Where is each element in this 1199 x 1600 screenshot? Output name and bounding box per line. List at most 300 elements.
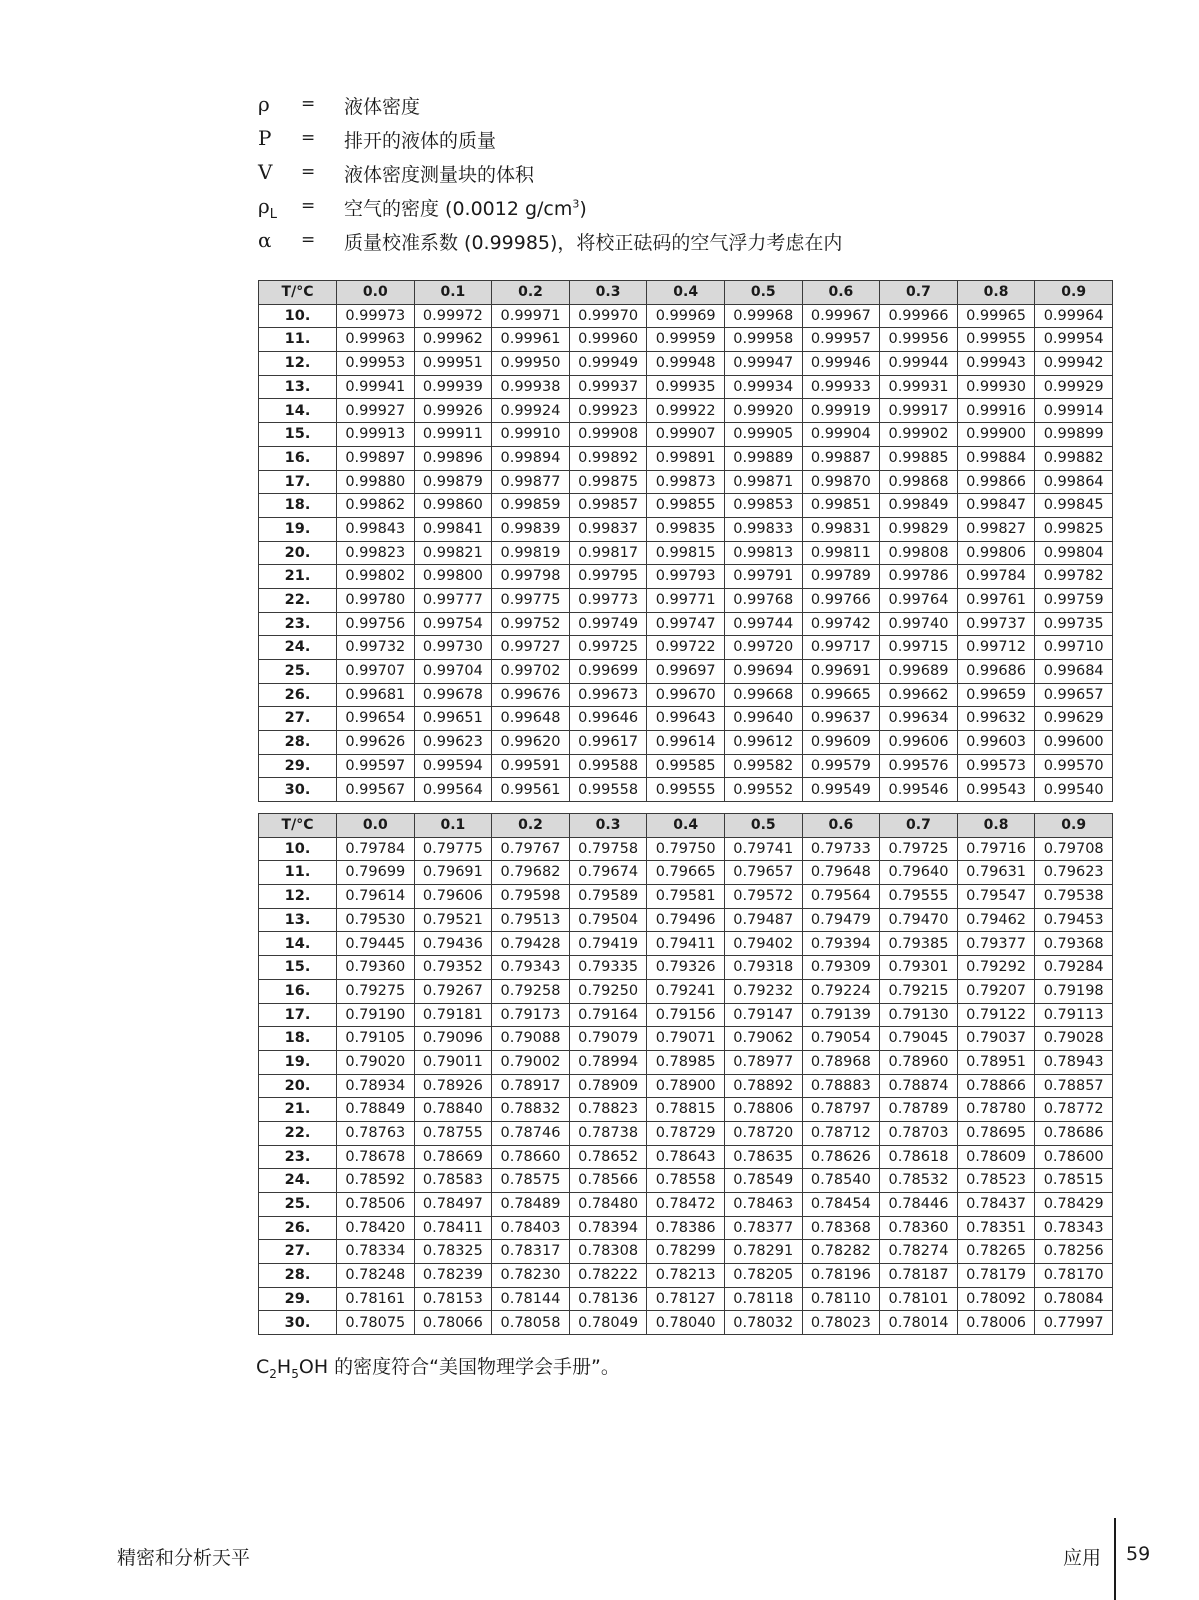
density-cell: 0.79530: [337, 908, 415, 932]
density-cell: 0.99582: [724, 754, 802, 778]
density-cell: 0.79215: [880, 979, 958, 1003]
density-cell: 0.79020: [337, 1050, 415, 1074]
density-cell: 0.79419: [569, 932, 647, 956]
density-cell: 0.99802: [337, 565, 415, 589]
density-cell: 0.99841: [414, 517, 492, 541]
density-cell: 0.99806: [957, 541, 1035, 565]
density-cell: 0.79741: [724, 837, 802, 861]
density-cell: 0.99831: [802, 517, 880, 541]
density-cell: 0.99954: [1035, 328, 1113, 352]
density-cell: 0.99971: [492, 304, 570, 328]
temperature-cell: 24.: [259, 636, 337, 660]
temperature-cell: 12.: [259, 352, 337, 376]
density-cell: 0.99727: [492, 636, 570, 660]
equals-sign: =: [301, 94, 316, 114]
density-cell: 0.99704: [414, 660, 492, 684]
decimal-column-header: 0.0: [337, 814, 415, 838]
density-cell: 0.99617: [569, 731, 647, 755]
density-cell: 0.78695: [957, 1121, 1035, 1145]
density-cell: 0.78187: [880, 1264, 958, 1288]
density-cell: 0.78857: [1035, 1074, 1113, 1098]
footer-divider: [1114, 1518, 1116, 1600]
density-cell: 0.78823: [569, 1098, 647, 1122]
density-cell: 0.78222: [569, 1264, 647, 1288]
density-cell: 0.99849: [880, 494, 958, 518]
density-cell: 0.99754: [414, 612, 492, 636]
density-cell: 0.78170: [1035, 1264, 1113, 1288]
density-cell: 0.78040: [647, 1311, 725, 1335]
definition-row: [258, 156, 1158, 190]
density-cell: 0.99950: [492, 352, 570, 376]
density-cell: 0.99791: [724, 565, 802, 589]
density-cell: 0.78532: [880, 1169, 958, 1193]
density-cell: 0.99632: [957, 707, 1035, 731]
table-row: [259, 352, 1113, 376]
density-cell: 0.79139: [802, 1003, 880, 1027]
density-cell: 0.79232: [724, 979, 802, 1003]
density-cell: 0.78032: [724, 1311, 802, 1335]
density-cell: 0.79292: [957, 956, 1035, 980]
table-row: [259, 778, 1113, 802]
density-cell: 0.78506: [337, 1193, 415, 1217]
density-cell: 0.99558: [569, 778, 647, 802]
density-cell: 0.99894: [492, 446, 570, 470]
density-cell: 0.99643: [647, 707, 725, 731]
density-cell: 0.78686: [1035, 1121, 1113, 1145]
table-row: [259, 861, 1113, 885]
temperature-cell: 18.: [259, 494, 337, 518]
temperature-cell: 19.: [259, 517, 337, 541]
equals-sign: =: [301, 230, 316, 250]
temperature-cell: 16.: [259, 979, 337, 1003]
density-cell: 0.99737: [957, 612, 1035, 636]
density-cell: 0.78205: [724, 1264, 802, 1288]
density-cell: 0.78049: [569, 1311, 647, 1335]
decimal-column-header: 0.5: [724, 814, 802, 838]
temperature-cell: 17.: [259, 1003, 337, 1027]
density-cell: 0.99800: [414, 565, 492, 589]
density-cell: 0.78652: [569, 1145, 647, 1169]
temperature-cell: 14.: [259, 932, 337, 956]
density-cell: 0.78900: [647, 1074, 725, 1098]
temperature-cell: 11.: [259, 861, 337, 885]
density-cell: 0.99873: [647, 470, 725, 494]
density-cell: 0.99764: [880, 588, 958, 612]
density-cell: 0.78153: [414, 1287, 492, 1311]
density-cell: 0.99694: [724, 660, 802, 684]
density-cell: 0.99853: [724, 494, 802, 518]
density-cell: 0.78789: [880, 1098, 958, 1122]
definition-text: 液体密度: [344, 96, 421, 118]
density-cell: 0.79784: [337, 837, 415, 861]
density-cell: 0.99756: [337, 612, 415, 636]
density-cell: 0.99549: [802, 778, 880, 802]
density-cell: 0.78600: [1035, 1145, 1113, 1169]
density-cell: 0.99900: [957, 423, 1035, 447]
density-cell: 0.78515: [1035, 1169, 1113, 1193]
density-cell: 0.79581: [647, 885, 725, 909]
density-cell: 0.99961: [492, 328, 570, 352]
density-cell: 0.99552: [724, 778, 802, 802]
temperature-cell: 23.: [259, 612, 337, 636]
temperature-cell: 13.: [259, 375, 337, 399]
density-cell: 0.78403: [492, 1216, 570, 1240]
density-cell: 0.99837: [569, 517, 647, 541]
density-cell: 0.78815: [647, 1098, 725, 1122]
density-cell: 0.79504: [569, 908, 647, 932]
density-cell: 0.99606: [880, 731, 958, 755]
density-cell: 0.99899: [1035, 423, 1113, 447]
density-cell: 0.79733: [802, 837, 880, 861]
density-cell: 0.79436: [414, 932, 492, 956]
superscript: 3: [572, 197, 580, 211]
density-cell: 0.78437: [957, 1193, 1035, 1217]
table-row: [259, 932, 1113, 956]
decimal-column-header: 0.2: [492, 281, 570, 305]
density-cell: 0.99889: [724, 446, 802, 470]
definition-symbol: ρ: [258, 92, 270, 116]
density-cell: 0.99904: [802, 423, 880, 447]
density-cell: 0.99691: [802, 660, 880, 684]
density-cell: 0.99730: [414, 636, 492, 660]
temperature-cell: 25.: [259, 1193, 337, 1217]
density-cell: 0.79640: [880, 861, 958, 885]
density-cell: 0.78386: [647, 1216, 725, 1240]
density-cell: 0.99585: [647, 754, 725, 778]
density-cell: 0.78738: [569, 1121, 647, 1145]
decimal-column-header: 0.1: [414, 814, 492, 838]
density-cell: 0.78566: [569, 1169, 647, 1193]
density-cell: 0.99885: [880, 446, 958, 470]
density-cell: 0.99665: [802, 683, 880, 707]
density-cell: 0.99866: [957, 470, 1035, 494]
table-row: [259, 885, 1113, 909]
density-cell: 0.99793: [647, 565, 725, 589]
temperature-cell: 24.: [259, 1169, 337, 1193]
density-cell: 0.78497: [414, 1193, 492, 1217]
density-cell: 0.79156: [647, 1003, 725, 1027]
density-cell: 0.79623: [1035, 861, 1113, 885]
density-cell: 0.79487: [724, 908, 802, 932]
decimal-column-header: 0.4: [647, 281, 725, 305]
density-cell: 0.99786: [880, 565, 958, 589]
density-cell: 0.99740: [880, 612, 958, 636]
definition-text: 排开的液体的质量: [344, 130, 497, 152]
decimal-column-header: 0.8: [957, 814, 1035, 838]
density-cell: 0.78874: [880, 1074, 958, 1098]
density-cell: 0.99902: [880, 423, 958, 447]
density-cell: 0.78892: [724, 1074, 802, 1098]
density-cell: 0.79071: [647, 1027, 725, 1051]
table-row: [259, 1287, 1113, 1311]
density-cell: 0.99798: [492, 565, 570, 589]
density-cell: 0.99699: [569, 660, 647, 684]
density-cell: 0.78394: [569, 1216, 647, 1240]
density-cell: 0.78325: [414, 1240, 492, 1264]
density-cell: 0.78720: [724, 1121, 802, 1145]
temperature-cell: 11.: [259, 328, 337, 352]
density-cell: 0.78917: [492, 1074, 570, 1098]
density-cell: 0.99640: [724, 707, 802, 731]
density-cell: 0.79326: [647, 956, 725, 980]
density-cell: 0.99892: [569, 446, 647, 470]
density-cell: 0.99657: [1035, 683, 1113, 707]
temperature-cell: 20.: [259, 1074, 337, 1098]
temperature-cell: 17.: [259, 470, 337, 494]
density-cell: 0.99567: [337, 778, 415, 802]
density-cell: 0.99600: [1035, 731, 1113, 755]
density-cell: 0.99744: [724, 612, 802, 636]
density-cell: 0.78230: [492, 1264, 570, 1288]
density-cell: 0.79462: [957, 908, 1035, 932]
temperature-cell: 10.: [259, 837, 337, 861]
density-cell: 0.78429: [1035, 1193, 1113, 1217]
density-cell: 0.78968: [802, 1050, 880, 1074]
definition-row: [258, 224, 1158, 258]
density-cell: 0.78763: [337, 1121, 415, 1145]
decimal-column-header: 0.3: [569, 281, 647, 305]
page-number: 59: [1126, 1543, 1151, 1565]
temperature-cell: 14.: [259, 399, 337, 423]
symbol-subscript: L: [269, 207, 278, 222]
density-cell: 0.99851: [802, 494, 880, 518]
density-cell: 0.99789: [802, 565, 880, 589]
density-cell: 0.99670: [647, 683, 725, 707]
density-cell: 0.99933: [802, 375, 880, 399]
density-cell: 0.99771: [647, 588, 725, 612]
density-cell: 0.99668: [724, 683, 802, 707]
density-cell: 0.99877: [492, 470, 570, 494]
density-cell: 0.78575: [492, 1169, 570, 1193]
density-cell: 0.99747: [647, 612, 725, 636]
table-row: [259, 636, 1113, 660]
density-cell: 0.99811: [802, 541, 880, 565]
density-cell: 0.99819: [492, 541, 570, 565]
density-cell: 0.99920: [724, 399, 802, 423]
decimal-column-header: 0.9: [1035, 814, 1113, 838]
density-cell: 0.79318: [724, 956, 802, 980]
table-header-row: [259, 281, 1113, 305]
density-cell: 0.78849: [337, 1098, 415, 1122]
table-row: [259, 660, 1113, 684]
density-cell: 0.78549: [724, 1169, 802, 1193]
density-cell: 0.78014: [880, 1311, 958, 1335]
density-cell: 0.78994: [569, 1050, 647, 1074]
density-cell: 0.78609: [957, 1145, 1035, 1169]
density-cell: 0.99924: [492, 399, 570, 423]
density-cell: 0.79411: [647, 932, 725, 956]
density-cell: 0.79496: [647, 908, 725, 932]
density-cell: 0.99817: [569, 541, 647, 565]
density-cell: 0.78909: [569, 1074, 647, 1098]
density-cell: 0.99953: [337, 352, 415, 376]
equals-sign: =: [301, 128, 316, 148]
density-cell: 0.99654: [337, 707, 415, 731]
density-cell: 0.99947: [724, 352, 802, 376]
footer-title: 精密和分析天平: [117, 1547, 251, 1569]
decimal-column-header: 0.3: [569, 814, 647, 838]
density-cell: 0.79614: [337, 885, 415, 909]
density-cell: 0.99620: [492, 731, 570, 755]
density-cell: 0.99573: [957, 754, 1035, 778]
density-cell: 0.99957: [802, 328, 880, 352]
table-row: [259, 1169, 1113, 1193]
density-cell: 0.99761: [957, 588, 1035, 612]
density-cell: 0.99935: [647, 375, 725, 399]
density-cell: 0.99725: [569, 636, 647, 660]
table-row: [259, 837, 1113, 861]
density-cell: 0.99929: [1035, 375, 1113, 399]
temperature-cell: 28.: [259, 731, 337, 755]
density-cell: 0.79682: [492, 861, 570, 885]
density-cell: 0.79275: [337, 979, 415, 1003]
density-cell: 0.99813: [724, 541, 802, 565]
density-cell: 0.79352: [414, 956, 492, 980]
density-cell: 0.99759: [1035, 588, 1113, 612]
temperature-cell: 25.: [259, 660, 337, 684]
density-cell: 0.79028: [1035, 1027, 1113, 1051]
density-cell: 0.99808: [880, 541, 958, 565]
density-cell: 0.99931: [880, 375, 958, 399]
density-cell: 0.78006: [957, 1311, 1035, 1335]
density-cell: 0.78454: [802, 1193, 880, 1217]
density-cell: 0.79470: [880, 908, 958, 932]
density-cell: 0.99960: [569, 328, 647, 352]
density-cell: 0.99795: [569, 565, 647, 589]
density-cell: 0.99959: [647, 328, 725, 352]
density-cell: 0.99543: [957, 778, 1035, 802]
density-cell: 0.99919: [802, 399, 880, 423]
density-cell: 0.99555: [647, 778, 725, 802]
density-cell: 0.99862: [337, 494, 415, 518]
density-cell: 0.78977: [724, 1050, 802, 1074]
table-row: [259, 1098, 1113, 1122]
density-cell: 0.79564: [802, 885, 880, 909]
density-cell: 0.79309: [802, 956, 880, 980]
density-cell: 0.99973: [337, 304, 415, 328]
density-cell: 0.99594: [414, 754, 492, 778]
density-cell: 0.79445: [337, 932, 415, 956]
table-row: [259, 1050, 1113, 1074]
density-cell: 0.78248: [337, 1264, 415, 1288]
density-cell: 0.79037: [957, 1027, 1035, 1051]
density-cell: 0.79750: [647, 837, 725, 861]
table-row: [259, 517, 1113, 541]
density-cell: 0.99676: [492, 683, 570, 707]
density-cell: 0.99673: [569, 683, 647, 707]
density-cell: 0.99637: [802, 707, 880, 731]
density-cell: 0.78136: [569, 1287, 647, 1311]
density-cell: 0.79062: [724, 1027, 802, 1051]
density-cell: 0.99891: [647, 446, 725, 470]
density-cell: 0.78660: [492, 1145, 570, 1169]
density-cell: 0.99923: [569, 399, 647, 423]
density-cell: 0.99965: [957, 304, 1035, 328]
density-cell: 0.99964: [1035, 304, 1113, 328]
density-cell: 0.78489: [492, 1193, 570, 1217]
table-row: [259, 304, 1113, 328]
density-cell: 0.78256: [1035, 1240, 1113, 1264]
density-cell: 0.99591: [492, 754, 570, 778]
temperature-cell: 29.: [259, 1287, 337, 1311]
density-cell: 0.99938: [492, 375, 570, 399]
density-cell: 0.78472: [647, 1193, 725, 1217]
density-cell: 0.77997: [1035, 1311, 1113, 1335]
density-cell: 0.79758: [569, 837, 647, 861]
temperature-cell: 15.: [259, 956, 337, 980]
density-cell: 0.79716: [957, 837, 1035, 861]
density-cell: 0.99702: [492, 660, 570, 684]
density-cell: 0.79538: [1035, 885, 1113, 909]
density-cell: 0.99712: [957, 636, 1035, 660]
density-cell: 0.79767: [492, 837, 570, 861]
density-cell: 0.99955: [957, 328, 1035, 352]
density-cell: 0.99749: [569, 612, 647, 636]
table-row: [259, 1027, 1113, 1051]
density-cell: 0.99887: [802, 446, 880, 470]
density-cell: 0.99855: [647, 494, 725, 518]
density-cell: 0.99827: [957, 517, 1035, 541]
density-cell: 0.99941: [337, 375, 415, 399]
density-cell: 0.99944: [880, 352, 958, 376]
density-cell: 0.99804: [1035, 541, 1113, 565]
decimal-column-header: 0.4: [647, 814, 725, 838]
density-cell: 0.99870: [802, 470, 880, 494]
table-row: [259, 1145, 1113, 1169]
temperature-cell: 27.: [259, 707, 337, 731]
temperature-cell: 29.: [259, 754, 337, 778]
density-cell: 0.99546: [880, 778, 958, 802]
density-cell: 0.99905: [724, 423, 802, 447]
symbol-definitions: [258, 88, 1158, 258]
density-cell: 0.79301: [880, 956, 958, 980]
density-cell: 0.99845: [1035, 494, 1113, 518]
table-row: [259, 754, 1113, 778]
density-cell: 0.99766: [802, 588, 880, 612]
temperature-cell: 26.: [259, 1216, 337, 1240]
density-cell: 0.78669: [414, 1145, 492, 1169]
density-cell: 0.99948: [647, 352, 725, 376]
footer-section: 应用: [1063, 1547, 1102, 1569]
density-cell: 0.99884: [957, 446, 1035, 470]
density-cell: 0.99717: [802, 636, 880, 660]
table-row: [259, 375, 1113, 399]
density-cell: 0.99859: [492, 494, 570, 518]
table-row: [259, 1311, 1113, 1335]
density-cell: 0.79385: [880, 932, 958, 956]
temperature-cell: 30.: [259, 1311, 337, 1335]
temperature-cell: 23.: [259, 1145, 337, 1169]
density-cell: 0.78118: [724, 1287, 802, 1311]
density-cell: 0.99722: [647, 636, 725, 660]
temperature-cell: 21.: [259, 1098, 337, 1122]
density-cell: 0.78282: [802, 1240, 880, 1264]
table-row: [259, 565, 1113, 589]
density-cell: 0.78092: [957, 1287, 1035, 1311]
density-cell: 0.78058: [492, 1311, 570, 1335]
table-row: [259, 494, 1113, 518]
density-cell: 0.99612: [724, 731, 802, 755]
density-cell: 0.78343: [1035, 1216, 1113, 1240]
density-cell: 0.79598: [492, 885, 570, 909]
density-cell: 0.99913: [337, 423, 415, 447]
density-cell: 0.99951: [414, 352, 492, 376]
density-cell: 0.99821: [414, 541, 492, 565]
density-cell: 0.99735: [1035, 612, 1113, 636]
density-cell: 0.78377: [724, 1216, 802, 1240]
density-cell: 0.79284: [1035, 956, 1113, 980]
density-cell: 0.79725: [880, 837, 958, 861]
